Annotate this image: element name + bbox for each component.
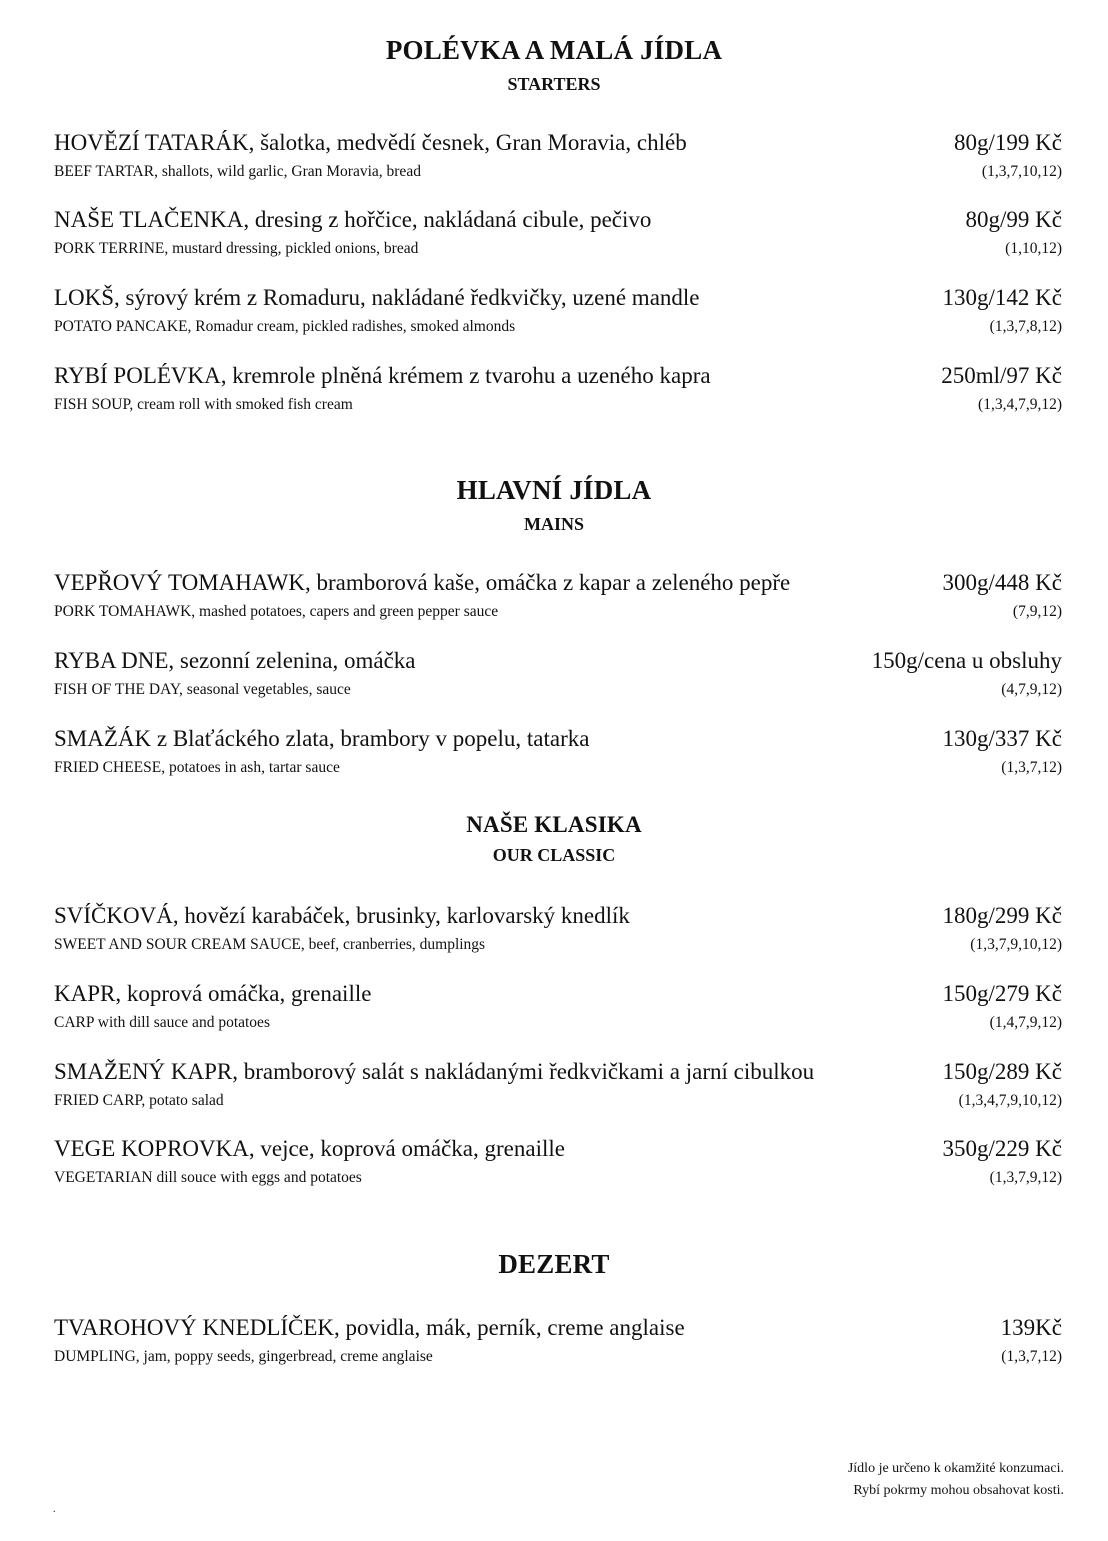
menu-item [54, 981, 1062, 1041]
item-allergens: (1,3,7,9,10,12) [970, 936, 1062, 953]
item-price: 250ml/97 Kč [941, 363, 1062, 388]
item-name: KAPR, koprová omáčka, grenaille [54, 981, 372, 1006]
item-price: 150g/289 Kč [942, 1059, 1062, 1084]
section-subtitle-starters: STARTERS [507, 74, 601, 94]
item-description: FRIED CARP, potato salad [54, 1092, 224, 1109]
item-price: 80g/99 Kč [965, 207, 1062, 232]
menu-item [54, 285, 1062, 345]
section-title-dessert: DEZERT [498, 1249, 610, 1279]
menu-item [54, 648, 1062, 708]
item-description: DUMPLING, jam, poppy seeds, gingerbread, creme anglaise [54, 1348, 433, 1365]
footer-dot: . [53, 1504, 56, 1515]
menu-item [54, 130, 1062, 190]
menu-item [54, 1059, 1062, 1119]
item-name: RYBA DNE, sezonní zelenina, omáčka [54, 648, 416, 673]
section-subtitle-mains: MAINS [523, 514, 584, 534]
menu-item [54, 903, 1062, 963]
item-name: SMAŽENÝ KAPR, bramborový salát s nakládanými ředkvičkami a jarní cibulkou [54, 1059, 815, 1084]
footer-note-bones: Rybí pokrmy mohou obsahovat kosti. [853, 1483, 1064, 1498]
item-price: 300g/448 Kč [942, 570, 1062, 595]
item-allergens: (1,3,7,10,12) [981, 163, 1062, 180]
item-name: SVÍČKOVÁ, hovězí karabáček, brusinky, karlovarský knedlík [54, 903, 630, 928]
item-price: 180g/299 Kč [942, 903, 1062, 928]
item-allergens: (1,3,7,9,12) [989, 1169, 1062, 1186]
item-name: HOVĚZÍ TATARÁK, šalotka, medvědí česnek, Gran Moravia, chléb [54, 130, 687, 155]
item-price: 130g/337 Kč [942, 726, 1062, 751]
item-name: TVAROHOVÝ KNEDLÍČEK, povidla, mák, perník, creme anglaise [54, 1315, 685, 1340]
item-allergens: (1,3,7,12) [1001, 759, 1062, 776]
item-description: BEEF TARTAR, shallots, wild garlic, Gran Moravia, bread [54, 163, 421, 180]
item-price: 139Kč [1000, 1315, 1062, 1340]
section-title-mains: HLAVNÍ JÍDLA [456, 475, 652, 505]
item-description: CARP with dill sauce and potatoes [54, 1014, 270, 1031]
item-description: PORK TERRINE, mustard dressing, pickled onions, bread [54, 240, 419, 257]
item-description: FISH OF THE DAY, seasonal vegetables, sauce [54, 681, 351, 698]
item-price: 130g/142 Kč [942, 285, 1062, 310]
menu-item [54, 363, 1062, 423]
item-price: 350g/229 Kč [942, 1136, 1062, 1161]
item-name: RYBÍ POLÉVKA, kremrole plněná krémem z tvarohu a uzeného kapra [54, 363, 711, 388]
menu-item [54, 1136, 1062, 1196]
item-allergens: (1,3,4,7,9,10,12) [958, 1092, 1062, 1109]
item-name: NAŠE TLAČENKA, dresing z hořčice, nakládaná cibule, pečivo [54, 207, 652, 232]
item-name: SMAŽÁK z Blaťáckého zlata, brambory v popelu, tatarka [54, 726, 590, 751]
section-subtitle-classic: OUR CLASSIC [492, 845, 616, 865]
item-allergens: (4,7,9,12) [1001, 681, 1062, 698]
item-name: VEGE KOPROVKA, vejce, koprová omáčka, grenaille [54, 1136, 565, 1161]
section-title-starters: POLÉVKA A MALÁ JÍDLA [385, 35, 723, 65]
item-description: FISH SOUP, cream roll with smoked fish cream [54, 396, 353, 413]
item-description: PORK TOMAHAWK, mashed potatoes, capers and green pepper sauce [54, 603, 499, 620]
item-allergens: (1,3,7,8,12) [989, 318, 1062, 335]
item-allergens: (1,3,4,7,9,12) [978, 396, 1062, 413]
menu-item [54, 207, 1062, 267]
item-description: POTATO PANCAKE, Romadur cream, pickled radishes, smoked almonds [54, 318, 516, 335]
menu-item [54, 1315, 1062, 1375]
item-description: FRIED CHEESE, potatoes in ash, tartar sauce [54, 759, 340, 776]
item-price: 80g/199 Kč [954, 130, 1062, 155]
item-name: VEPŘOVÝ TOMAHAWK, bramborová kaše, omáčka z kapar a zeleného pepře [54, 570, 791, 595]
item-price: 150g/cena u obsluhy [871, 648, 1062, 673]
item-price: 150g/279 Kč [942, 981, 1062, 1006]
item-description: VEGETARIAN dill souce with eggs and potatoes [54, 1169, 362, 1186]
menu-item [54, 570, 1062, 630]
item-allergens: (1,4,7,9,12) [989, 1014, 1062, 1031]
menu-item [54, 726, 1062, 786]
item-description: SWEET AND SOUR CREAM SAUCE, beef, cranberries, dumplings [54, 936, 486, 953]
item-allergens: (1,3,7,12) [1001, 1348, 1062, 1365]
footer-note-consumption: Jídlo je určeno k okamžité konzumaci. [847, 1461, 1064, 1476]
item-allergens: (7,9,12) [1012, 603, 1062, 620]
item-name: LOKŠ, sýrový krém z Romaduru, nakládané ředkvičky, uzené mandle [54, 285, 700, 310]
section-title-classic: NAŠE KLASIKA [466, 812, 642, 837]
item-allergens: (1,10,12) [1005, 240, 1062, 257]
